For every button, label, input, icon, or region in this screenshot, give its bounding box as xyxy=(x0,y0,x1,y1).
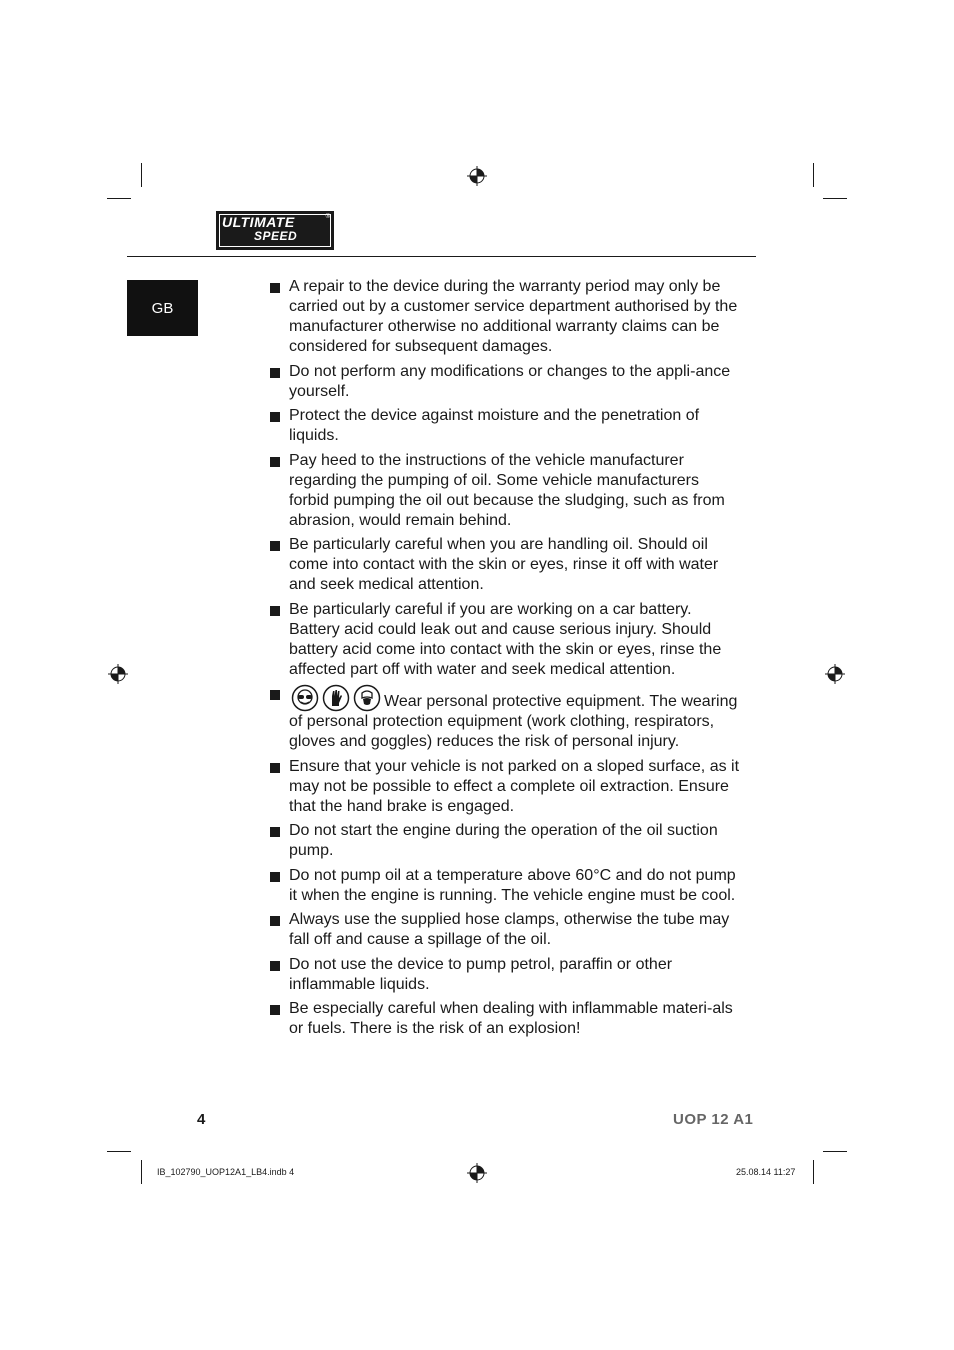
warning-text: A repair to the device during the warranty period may only be carried out by a customer service department authorised by the manufacturer otherwise no additional warranty claims can be considered for subsequent damages. xyxy=(289,278,738,355)
crop-mark xyxy=(813,1160,814,1184)
list-item xyxy=(268,757,743,817)
square-bullet-icon xyxy=(270,763,280,773)
crop-mark xyxy=(107,198,131,199)
warning-text: Do not perform any modifications or changes to the appli-ance yourself. xyxy=(289,362,731,400)
brand-logo-line1: ULTIMATE xyxy=(222,214,295,230)
list-item xyxy=(268,362,743,402)
registration-mark-icon xyxy=(467,166,487,186)
print-file-info: IB_102790_UOP12A1_LB4.indb 4 xyxy=(157,1167,295,1177)
list-item xyxy=(268,535,743,595)
list-item xyxy=(268,910,743,950)
warning-text: Protect the device against moisture and the penetration of liquids. xyxy=(289,407,700,444)
warning-text: Be especially careful when dealing with inflammable materi-als or fuels. There is the risk of an explosion! xyxy=(289,1000,733,1037)
square-bullet-icon xyxy=(270,606,280,616)
warning-text: Do not start the engine during the operation of the oil suction pump. xyxy=(289,822,718,859)
list-item xyxy=(268,866,743,906)
list-item xyxy=(268,999,743,1039)
registration-mark-icon xyxy=(467,1163,487,1183)
crop-mark xyxy=(813,163,814,187)
crop-mark xyxy=(107,1151,131,1152)
list-item xyxy=(268,955,743,995)
goggles-icon xyxy=(291,684,319,712)
crop-mark xyxy=(141,1160,142,1184)
square-bullet-icon xyxy=(270,690,280,700)
square-bullet-icon xyxy=(270,368,280,378)
crop-mark xyxy=(823,1151,847,1152)
list-item xyxy=(268,684,743,752)
square-bullet-icon xyxy=(270,827,280,837)
crop-mark xyxy=(141,163,142,187)
registration-mark-icon xyxy=(108,664,128,684)
square-bullet-icon xyxy=(270,457,280,467)
brand-trademark: ® xyxy=(325,214,330,220)
print-date: 25.08.14 11:27 xyxy=(736,1167,796,1177)
square-bullet-icon xyxy=(270,283,280,293)
list-item xyxy=(268,821,743,861)
respirator-icon xyxy=(353,684,381,712)
safety-warnings-list xyxy=(268,277,743,1044)
list-item xyxy=(268,277,743,357)
model-name: UOP 12 A1 xyxy=(673,1111,754,1128)
square-bullet-icon xyxy=(270,872,280,882)
list-item xyxy=(268,600,743,680)
page-number: 4 xyxy=(197,1111,206,1128)
registration-mark-icon xyxy=(825,664,845,684)
gloves-icon xyxy=(322,684,350,712)
warning-text: Do not use the device to pump petrol, paraffin or other inflammable liquids. xyxy=(289,955,673,993)
warning-text: Always use the supplied hose clamps, otherwise the tube may fall off and cause a spillage of the oil. xyxy=(289,911,730,948)
list-item xyxy=(268,451,743,531)
brand-logo-line2: SPEED xyxy=(254,229,298,243)
warning-text: Ensure that your vehicle is not parked on a sloped surface, as it may not be possible to effect a complete oil extraction. Ensure that the hand brake is engaged. xyxy=(289,757,740,815)
list-item xyxy=(268,406,743,446)
warning-text: Be particularly careful when you are handling oil. Should oil come into contact with the skin or eyes, rinse it off with water and seek medical attention. xyxy=(289,536,719,593)
warning-text: Do not pump oil at a temperature above 60°C and do not pump it when the engine is running. The vehicle engine must be cool. xyxy=(289,866,736,904)
square-bullet-icon xyxy=(270,916,280,926)
warning-text: Be particularly careful if you are working on a car battery. Battery acid could leak out and cause serious injury. Should battery acid come into contact with the skin or eyes, rinse the affected part off with water and seek medical attention. xyxy=(289,600,722,678)
crop-mark xyxy=(823,198,847,199)
ppe-icon-group xyxy=(291,684,381,712)
square-bullet-icon xyxy=(270,541,280,551)
warning-text: Pay heed to the instructions of the vehicle manufacturer regarding the pumping of oil. Some vehicle manufacturers forbid pumping the oil out because the sludging, such as from abrasion, would remain behind. xyxy=(289,451,725,529)
language-tab: GB xyxy=(127,280,198,336)
square-bullet-icon xyxy=(270,412,280,422)
square-bullet-icon xyxy=(270,961,280,971)
header-rule xyxy=(127,256,756,257)
brand-logo xyxy=(216,211,334,250)
warning-text: Wear personal protective equipment. The wearing of personal protection equipment (work clothing, respirators, gloves and goggles) reduces the risk of personal injury. xyxy=(289,693,738,750)
square-bullet-icon xyxy=(270,1005,280,1015)
